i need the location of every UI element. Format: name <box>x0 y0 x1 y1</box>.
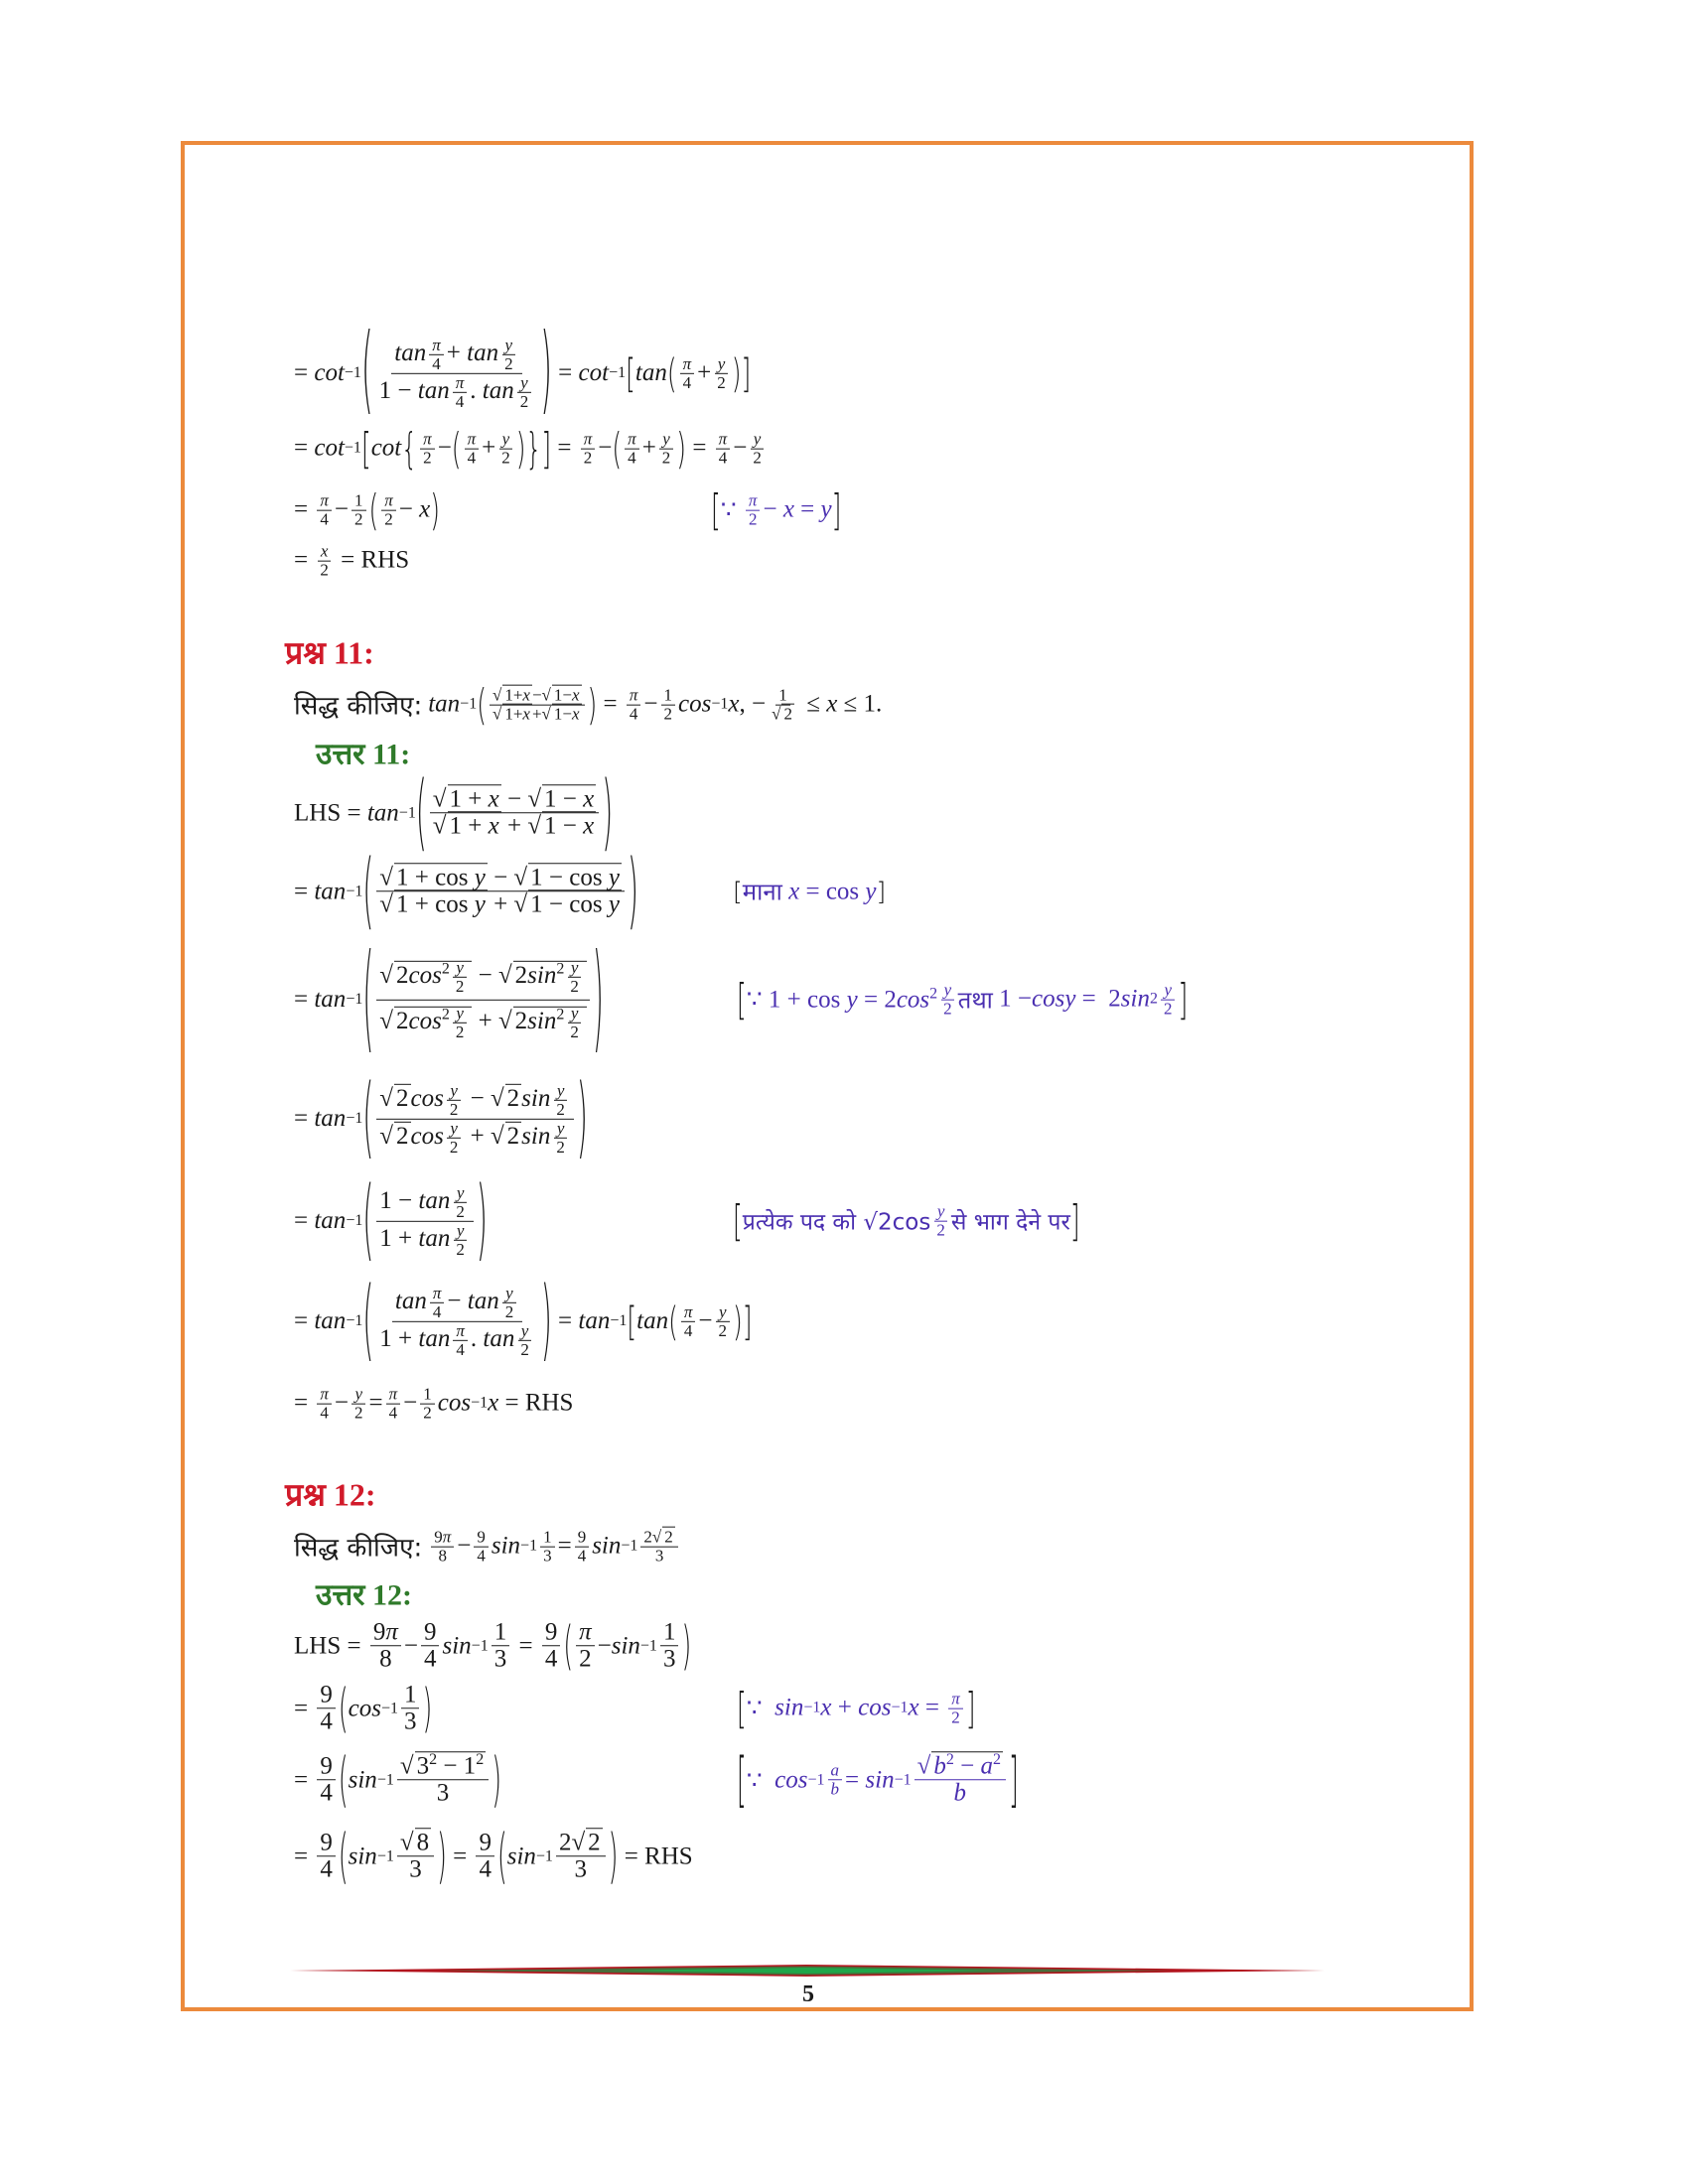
rhs-label: RHS <box>524 1390 574 1417</box>
rhs-label: RHS <box>360 547 410 574</box>
q11-hint-1: [ माना x = cos y ] <box>733 877 887 906</box>
q12-hint-1: [ ∵ sin −1 x + cos −1 x = $\frac{\pi}{2}$ ] <box>737 1684 976 1733</box>
q12-line-2: = $\frac{9}{4}$ ( cos −1 $\frac{1}{3}$ ) <box>294 1678 433 1739</box>
q12-line-1: LHS = $\frac{9\pi}{8}$ − $\frac{9}{4}$ sin −1 $\frac{1}{3}$ = $\frac{9}{4}$ ( $\frac{\pi}{2}$ − sin −1 $\frac{1}{3}$ ) <box>294 1615 692 1677</box>
q12-line-3: = $\frac{9}{4}$ ( sin −1 $\frac{√ 3^2 - 1^2}{3}$ ) <box>294 1745 501 1815</box>
answer-11-heading: उत्तर 11: <box>316 738 411 771</box>
lhs-label: LHS <box>294 1632 342 1659</box>
q11-line-3: = tan −1 ( √ $2\cos^2$ $\frac{y}{2}$ − √ $2\sin^2$ $\frac{y}{2}$ √ $2\cos^2$ $\frac{y}{2}$ + √ $2\sin^2$ $\frac{y}{2}$ ) <box>294 928 604 1067</box>
q12-hint-2: [ ∵ cos −1 $\frac{a}{b}$ = sin −1 $\frac{√ b^2 - a^2}{b}$ ] <box>737 1745 1019 1815</box>
prev-hint: [ ∵ $\frac{\pi}{2}$ − x = y ] <box>711 485 842 535</box>
lhs-label: LHS <box>294 799 342 826</box>
q11-line-7: = $\frac{\pi}{4}$ − $\frac{y}{2}$ = $\frac{\pi}{4}$ − $\frac{1}{2}$ cos −1 x = RHS <box>294 1384 574 1423</box>
q11-hint-3: [ प्रत्येक पद को √2cos $\frac{y}{2}$ से भाग देने पर ] <box>733 1196 1080 1246</box>
prev-line-4: = $\frac{x}{2}$ = RHS <box>294 541 410 580</box>
q12-line-4: = $\frac{9}{4}$ ( sin −1 $\frac{√ 8}{3}$ ) = $\frac{9}{4}$ ( sin −1 $\frac{2√ 2}{3}$ ) = RHS <box>294 1822 693 1891</box>
q11-line-4: = tan −1 ( √ 2cos $\frac{y}{2}$ − √ 2sin $\frac{y}{2}$ √ 2cos $\frac{y}{2}$ + √ 2sin $\frac{y}{2}$ ) <box>294 1064 588 1170</box>
q11-line-2: = tan −1 ( $\frac{\text{√ 1 + cos y − √ 1 − cos y}}{\text{√ 1 + cos y + √ 1 − cos y}}$ ) <box>294 841 638 939</box>
q11-line-1: LHS = tan −1 ( $\frac{√ 1 + x - √ 1 - x}{√ 1 + x + √ 1 - x}$ ) <box>294 762 614 861</box>
answer-12-heading: उत्तर 12: <box>316 1578 412 1612</box>
prev-line-2: = cot −1 [ cot { $\frac{\pi}{2}$ − ( $\frac{\pi}{4}$ + $\frac{y}{2}$ ) } ] = $\frac{\pi}{2}$ − ( $\frac{\pi}{4}$ + $\frac{y}{2}$ ) = $\frac{\pi}{4}$ − $\frac{y}{2}$ <box>294 431 768 468</box>
q11-line-6: = tan −1 ( tan $\frac{\pi}{4}$ − tan $\frac{y}{2}$ 1 + tan $\frac{\pi}{4}$ . tan $\frac{y}{2}$ ) = tan −1 [ tan ( $\frac{\pi}{4}$ − $\frac{y}{2}$ ) ] <box>294 1267 753 1373</box>
prev-line-1: = cot −1 ( tan $\frac{\pi}{4}$ + tan $\frac{y}{2}$ 1 − tan $\frac{\pi}{4}$ . tan $\frac{y}{2}$ ) = cot −1 [ tan ( $\frac{\pi}{4}$ + $\frac{y}{2}$ ) ] <box>294 316 752 428</box>
question-12-statement: सिद्ध कीजिए: $\frac{9\pi}{8}$ − $\frac{9}{4}$ sin −1 $\frac{1}{3}$ = $\frac{9}{4}$ sin −1 $\frac{2√ 2}{3}$ <box>294 1529 681 1566</box>
q11-line-5: = tan −1 ( 1 − tan $\frac{y}{2}$ 1 + tan $\frac{y}{2}$ ) <box>294 1166 488 1273</box>
question-12-heading: प्रश्न 12: <box>285 1476 376 1513</box>
rhs-label: RHS <box>644 1843 693 1869</box>
question-11-statement: सिद्ध कीजिए: tan −1 ( $\frac{√ 1+x -√ 1-x}{√ 1+x +√ 1-x}$ ) = $\frac{\pi}{4}$ − $\frac{1}{2}$ cos −1 x , − $\frac{1}{√ 2}$ ≤ x ≤ 1. <box>294 680 883 730</box>
question-11-heading: प्रश्न 11: <box>285 634 374 671</box>
prove-label: सिद्ध कीजिए: <box>294 1534 423 1564</box>
prove-label: सिद्ध कीजिए: <box>294 692 423 722</box>
footer-divider <box>290 1964 1325 1978</box>
q11-hint-2: [ ∵ $1 + \cos y = 2\cos^2$ $\frac{y}{2}$ तथा 1 − cosy = 2 sin 2 $\frac{y}{2}$ ] <box>737 975 1189 1024</box>
prev-line-3: = $\frac{\pi}{4}$ − $\frac{1}{2}$ ( $\frac{\pi}{2}$ − x ) <box>294 485 441 535</box>
page-number: 5 <box>802 1981 814 2007</box>
